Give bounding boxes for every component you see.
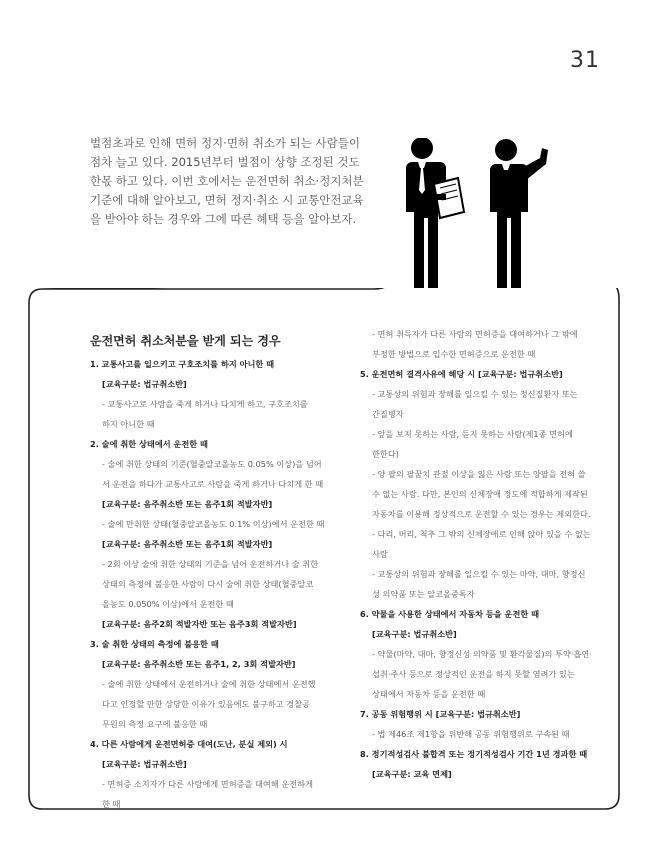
list-item: 상태에서 자동차 등을 운전한 때	[372, 689, 486, 699]
heading-item: 7. 공동 위험행위 시 [교육구분: 법규취소반]	[360, 709, 521, 719]
heading-item: 6. 약물을 사용한 상태에서 자동차 등을 운전한 때	[360, 609, 540, 619]
list-item: 한 때	[102, 799, 121, 809]
list-item: - 양 팔의 팔꿈치 관절 이상을 잃은 사람 또는 양팔을 전혀 쓸	[372, 469, 586, 479]
person-thinking-icon	[490, 139, 548, 288]
category-tag: [교육구분: 음주2회 적발자반 또는 음주3회 적발자반]	[102, 619, 297, 629]
heading-item: 8. 정기적성검사 불합격 또는 정기적성검사 기간 1년 경과한 때	[360, 749, 588, 759]
list-item: 섭취·주사 등으로 정상적인 운전을 하지 못할 염려가 있는	[372, 669, 575, 679]
category-tag: [교육구분: 교육 면제]	[372, 769, 452, 779]
category-tag: [교육구분: 법규취소반]	[102, 379, 187, 389]
heading-item: 3. 술 취한 상태의 측정에 불응한 때	[90, 639, 219, 649]
category-tag: [교육구분: 음주취소반 또는 음주1, 2, 3회 적발자반]	[102, 659, 296, 669]
list-item: - 2회 이상 술에 취한 상태의 기준을 넘어 운전하거나 술 취한	[102, 559, 319, 569]
page-number: 31	[570, 48, 600, 73]
list-item: 사람	[372, 549, 388, 559]
list-item: - 술에 만취한 상태(혈중알코올농도 0.1% 이상)에서 운전한 때	[102, 519, 325, 529]
category-tag: [교육구분: 음주취소반 또는 음주1회 적발자반]	[102, 499, 273, 509]
category-tag: [교육구분: 법규취소반]	[102, 759, 187, 769]
list-item: 수 없는 사람. 다만, 본인의 신체장애 정도에 적합하게 제작된	[372, 489, 588, 499]
list-item: 성 의약품 또는 알코올중독자	[372, 589, 475, 599]
list-item: - 술에 취한 상태의 기준(혈중알코올농도 0.05% 이상)을 넘어	[102, 459, 322, 469]
list-item: - 다리, 머리, 척추 그 밖의 신체장애로 인해 앉아 있을 수 없는	[372, 529, 591, 539]
list-item: 서 운전을 하다가 교통사고로 사람을 죽게 하거나 다치게 한 때	[102, 479, 324, 489]
heading-item: 2. 술에 취한 상태에서 운전한 때	[90, 439, 208, 449]
list-item: 간질병자	[372, 409, 404, 419]
people-illustration	[378, 138, 578, 288]
list-item: 자동차를 이용해 정상적으로 운전할 수 있는 경우는 제외한다.	[372, 509, 591, 519]
list-item: - 면허증 소지자가 다른 사람에게 면허증을 대여해 운전하게	[102, 779, 313, 789]
list-item: 올농도 0.050% 이상)에서 운전한 때	[102, 599, 234, 609]
heading-item: 4. 다른 사람에게 운전면허증 대여(도난, 분실 제외) 시	[90, 739, 288, 749]
list-item: - 앞을 보지 못하는 사람, 듣지 못하는 사람(제1종 면허에	[372, 429, 573, 439]
list-item: - 면허 취득자가 다른 사람의 면허증을 대여하거나 그 밖에	[372, 329, 578, 339]
list-item: - 약물(마약, 대마, 향정신성 의약품 및 환각물질)의 투약·흡연·	[372, 649, 592, 659]
list-item: - 교통상의 위험과 장해를 일으킬 수 있는 마약, 대마, 향정신	[372, 569, 586, 579]
list-item: - 교통사고로 사람을 죽게 하거나 다치게 하고, 구호조치를	[102, 399, 308, 409]
section-title: 운전면허 취소처분을 받게 되는 경우	[90, 334, 281, 348]
list-item: 부정한 방법으로 입수한 면허증으로 운전한 때	[372, 349, 536, 359]
heading-item: 1. 교통사고를 일으키고 구호조치를 하지 아니한 때	[90, 359, 275, 369]
category-tag: [교육구분: 법규취소반]	[372, 629, 457, 639]
right-lines	[360, 324, 630, 784]
intro-paragraph: 벌점초과로 인해 면허 정지·면허 취소가 되는 사람들이 점차 늘고 있다. 2015년부터 벌점이 상향 조정된 것도 한몫 하고 있다. 이번 호에서는 운전면허 취소·정지처분 기준에 대해 알아보고, 면허 정지·취소 시 교통안전교육을 받아야 하는 경우와 그에 따른 혜택 등을 알아보자.	[90, 136, 364, 226]
list-item: - 술에 취한 상태에서 운전하거나 술에 취한 상태에서 운전했	[102, 679, 316, 689]
list-item: 하지 아니한 때	[102, 419, 155, 429]
heading-item: 5. 운전면허 결격사유에 해당 시 [교육구분: 법규취소반]	[360, 369, 563, 379]
left-column	[90, 330, 358, 814]
list-item: 다고 인정할 만한 상당한 이유가 있음에도 불구하고 경찰공	[102, 699, 311, 709]
list-item: 상태의 측정에 불응한 사람이 다시 술에 취한 상태(혈중알코	[102, 579, 314, 589]
list-item: - 교통상의 위험과 장해를 일으킬 수 있는 정신질환자 또는	[372, 389, 578, 399]
list-item: - 법 제46조 제1항을 위반해 공동 위험행위로 구속된 때	[372, 729, 570, 739]
left-lines	[90, 354, 358, 814]
category-tag: [교육구분: 음주취소반 또는 음주1회 적발자반]	[102, 539, 273, 549]
list-item: 무원의 측정 요구에 불응한 때	[102, 719, 208, 729]
person-with-document-icon	[404, 138, 464, 288]
right-column	[360, 324, 630, 784]
list-item: 한한다)	[372, 449, 399, 459]
